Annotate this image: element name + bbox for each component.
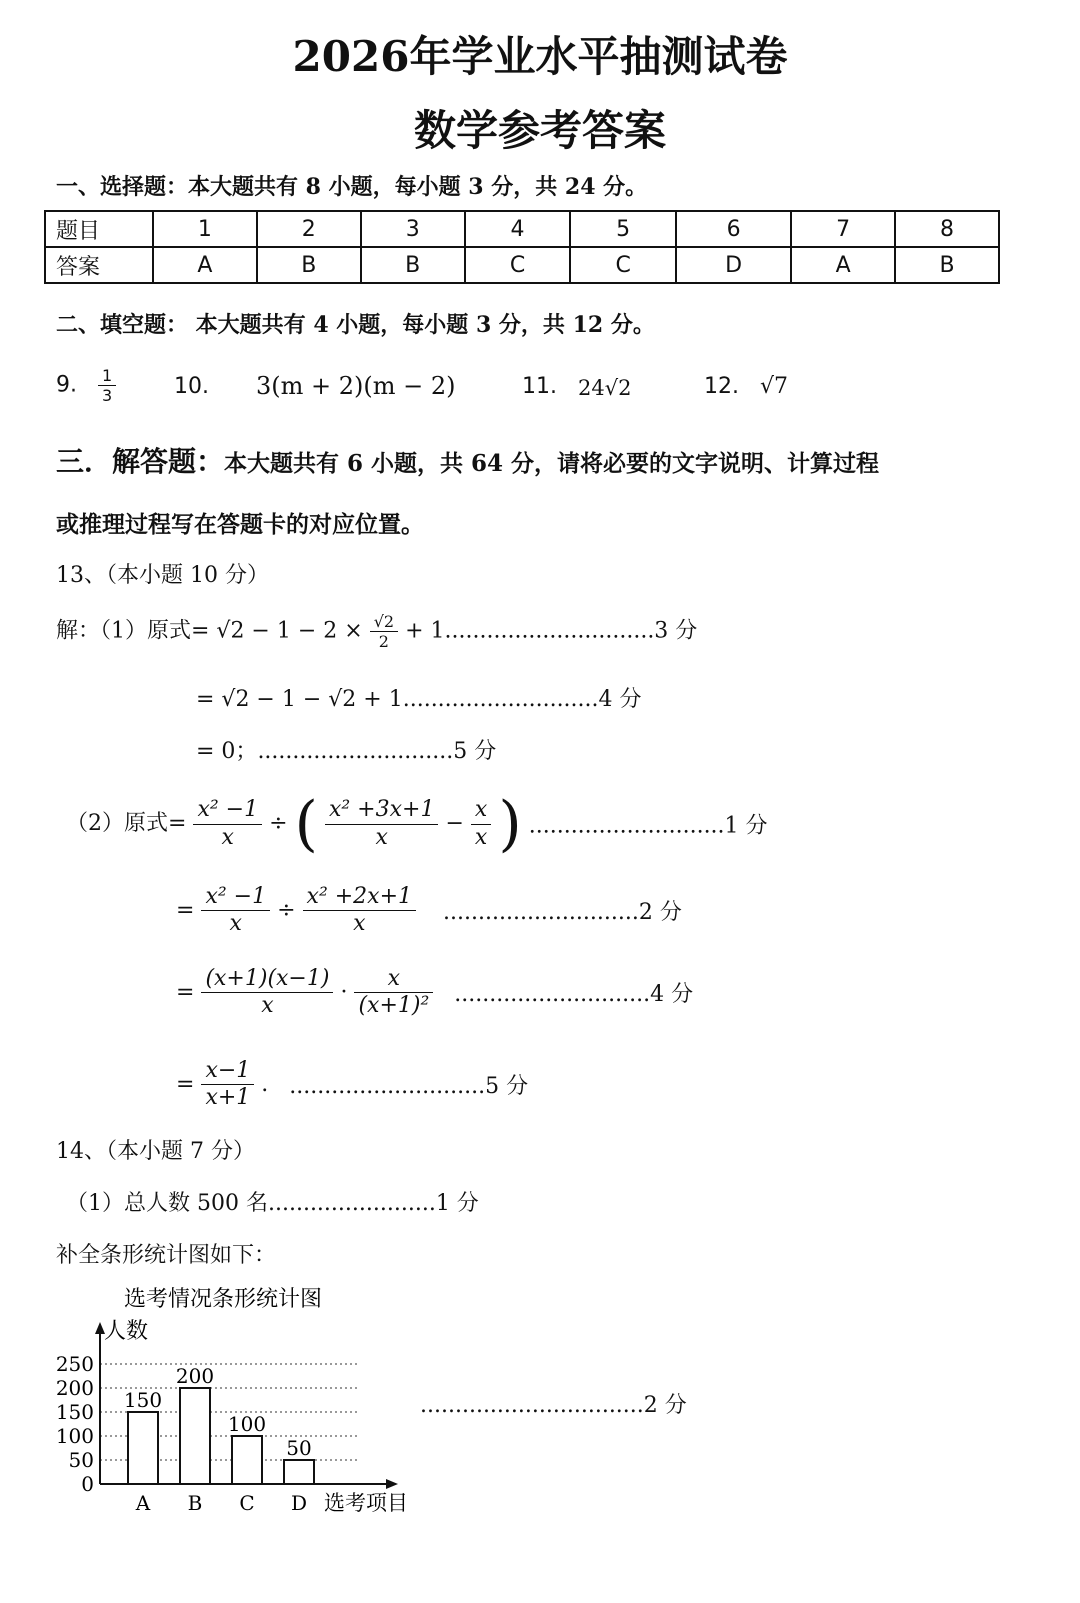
equals-sign: =	[176, 1071, 195, 1097]
denominator: x	[474, 824, 488, 850]
question-number: 1	[153, 211, 257, 247]
q9-label: 9.	[56, 372, 77, 398]
chart-xlabel: 选考项目	[324, 1491, 408, 1515]
q13-part2-line1	[66, 789, 768, 859]
section3-heading-line2: 或推理过程写在答题卡的对应位置。	[56, 511, 424, 538]
answer-table	[44, 210, 1000, 284]
x-tick-label: A	[135, 1491, 151, 1515]
numerator: x² −1	[201, 884, 270, 911]
y-tick-label: 250	[55, 1352, 94, 1376]
denominator: x+1	[205, 1085, 251, 1111]
q9-fraction	[98, 366, 116, 405]
q13-p1-l1-numerator: √2	[370, 612, 398, 632]
q13-p1-l2-score: ............................4 分	[402, 687, 642, 712]
denominator: x	[229, 911, 242, 937]
bar-chart	[40, 1276, 460, 1526]
q10-label: 10.	[174, 374, 209, 399]
q13-p1-l1-score: ..............................3 分	[444, 618, 698, 644]
period: .	[261, 1071, 269, 1097]
bar-value-label: 200	[175, 1364, 215, 1388]
right-paren: )	[498, 789, 522, 859]
question-number: 8	[895, 211, 999, 247]
question-number: 3	[361, 211, 465, 247]
q13-p2-l4-frac	[201, 1058, 254, 1112]
bar-value-label: 150	[123, 1388, 163, 1412]
x-tick-label: D	[290, 1491, 308, 1515]
q13-p1-l1-prefix: 解：（1）原式= √2 − 1 − 2 ×	[56, 618, 363, 644]
answer-cell: B	[257, 247, 361, 283]
table-row	[45, 247, 999, 283]
section3-heading-rest: 本大题共有 6 小题，共 64 分，请将必要的文字说明、计算过程	[224, 450, 880, 477]
minus-sign: −	[445, 811, 464, 836]
q13-p1-l2-expr: = √2 − 1 − √2 + 1	[196, 687, 403, 712]
numerator: x	[354, 966, 433, 993]
q13-p2-prefix: （2）原式=	[66, 811, 187, 836]
q13-p2-l1-frac-c	[471, 797, 491, 851]
y-tick-label: 100	[55, 1424, 94, 1448]
q13-p1-l1-fraction	[370, 612, 398, 651]
numerator: x	[471, 797, 491, 824]
q14-header: 14、（本小题 7 分）	[56, 1139, 255, 1164]
q13-p2-l2-frac-a	[201, 884, 270, 938]
answer-cell: C	[570, 247, 676, 283]
q9-denominator: 3	[102, 386, 113, 406]
x-axis-arrow	[386, 1479, 398, 1489]
bar-A	[128, 1412, 158, 1484]
y-tick-label: 50	[68, 1448, 94, 1472]
q13-p2-l3-frac-a	[201, 966, 333, 1020]
page-subtitle: 数学参考答案	[413, 106, 666, 155]
q13-part1-line2	[196, 682, 642, 713]
y-tick-label: 200	[55, 1376, 94, 1400]
q13-header: 13、（本小题 10 分）	[56, 563, 269, 588]
numerator: x² +3x+1	[325, 797, 439, 824]
q13-p2-l1-frac-b	[325, 797, 439, 851]
answer-cell: D	[676, 247, 791, 283]
section1-heading: 一、选择题：本大题共有 8 小题，每小题 3 分，共 24 分。	[56, 174, 648, 200]
q11-label: 11.	[522, 374, 557, 399]
equals-sign: =	[176, 897, 195, 923]
bar-value-label: 100	[227, 1412, 267, 1436]
answer-cell: B	[895, 247, 999, 283]
y-tick-label: 150	[55, 1400, 94, 1424]
q13-part2-line4	[176, 1058, 528, 1112]
bar-value-label: 50	[286, 1436, 312, 1460]
bar-C	[232, 1436, 262, 1484]
q12-label: 12.	[704, 374, 739, 399]
section3-heading	[56, 440, 879, 480]
q13-p2-l1-score: ............................1 分	[528, 813, 768, 839]
question-number: 2	[257, 211, 361, 247]
q9-numerator: 1	[98, 366, 116, 386]
q13-part1-line3	[196, 734, 496, 765]
answer-cell: B	[361, 247, 465, 283]
denominator: (x+1)²	[358, 993, 430, 1019]
numerator: (x+1)(x−1)	[201, 966, 333, 993]
q14-complete-text: 补全条形统计图如下：	[56, 1243, 277, 1268]
multiply-dot: ·	[340, 979, 348, 1005]
q12-answer: √7	[760, 374, 789, 399]
q14-chart-score: ................................2 分	[420, 1393, 687, 1418]
q13-p1-l3-score: ............................5 分	[257, 739, 497, 764]
divide-sign: ÷	[277, 897, 296, 923]
q13-p1-l3-expr: = 0；	[196, 739, 258, 764]
numerator: x² −1	[193, 797, 262, 824]
question-number: 6	[676, 211, 791, 247]
q14-part1	[66, 1186, 479, 1217]
chart-title: 选考情况条形统计图	[124, 1287, 323, 1312]
q11-answer: 24√2	[578, 376, 632, 400]
table-row	[45, 211, 999, 247]
denominator: x	[375, 824, 388, 850]
denominator: x	[261, 993, 274, 1019]
q14-p1-score: ........................1 分	[267, 1191, 479, 1216]
denominator: x	[221, 824, 234, 850]
denominator: x	[353, 911, 366, 937]
answer-cell: A	[791, 247, 895, 283]
question-number: 5	[570, 211, 676, 247]
chart-ylabel: 人数	[104, 1319, 149, 1344]
left-paren: (	[294, 789, 318, 859]
q13-part2-line2	[176, 884, 682, 938]
q13-p2-l2-frac-b	[303, 884, 417, 938]
numerator: x−1	[201, 1058, 254, 1085]
q10-answer: 3(m + 2)(m − 2)	[256, 372, 456, 400]
y-tick-label: 0	[81, 1472, 94, 1496]
answer-row-label: 答案	[45, 247, 153, 283]
q13-p2-l3-score: ............................4 分	[454, 982, 694, 1008]
q13-p2-l4-score: ............................5 分	[289, 1074, 529, 1100]
q14-p1-text: （1）总人数 500 名	[66, 1191, 268, 1216]
q13-p2-l2-score: ............................2 分	[443, 900, 682, 926]
q13-p2-l1-frac-a	[193, 797, 262, 851]
q13-p1-l1-denominator: 2	[378, 632, 389, 652]
bar-D	[284, 1460, 314, 1484]
q13-p2-l3-frac-b	[354, 966, 433, 1020]
section3-heading-bold: 三．解答题：	[56, 445, 225, 478]
bar-B	[180, 1388, 210, 1484]
numerator: x² +2x+1	[303, 884, 417, 911]
q9-answer	[56, 366, 116, 405]
q13-part1-line1	[56, 612, 697, 651]
q13-p1-l1-suffix: + 1	[405, 618, 445, 644]
q13-part2-line3	[176, 966, 693, 1020]
question-number: 4	[465, 211, 571, 247]
answer-cell: C	[465, 247, 571, 283]
section2-heading: 二、填空题： 本大题共有 4 小题，每小题 3 分，共 12 分。	[56, 312, 655, 338]
divide-sign: ÷	[269, 811, 288, 836]
x-tick-label: C	[239, 1491, 255, 1515]
answer-cell: A	[153, 247, 257, 283]
page-title: 2026年学业水平抽测试卷	[292, 32, 788, 81]
question-row-label: 题目	[45, 211, 153, 247]
x-tick-label: B	[187, 1491, 203, 1515]
equals-sign: =	[176, 979, 195, 1005]
question-number: 7	[791, 211, 895, 247]
